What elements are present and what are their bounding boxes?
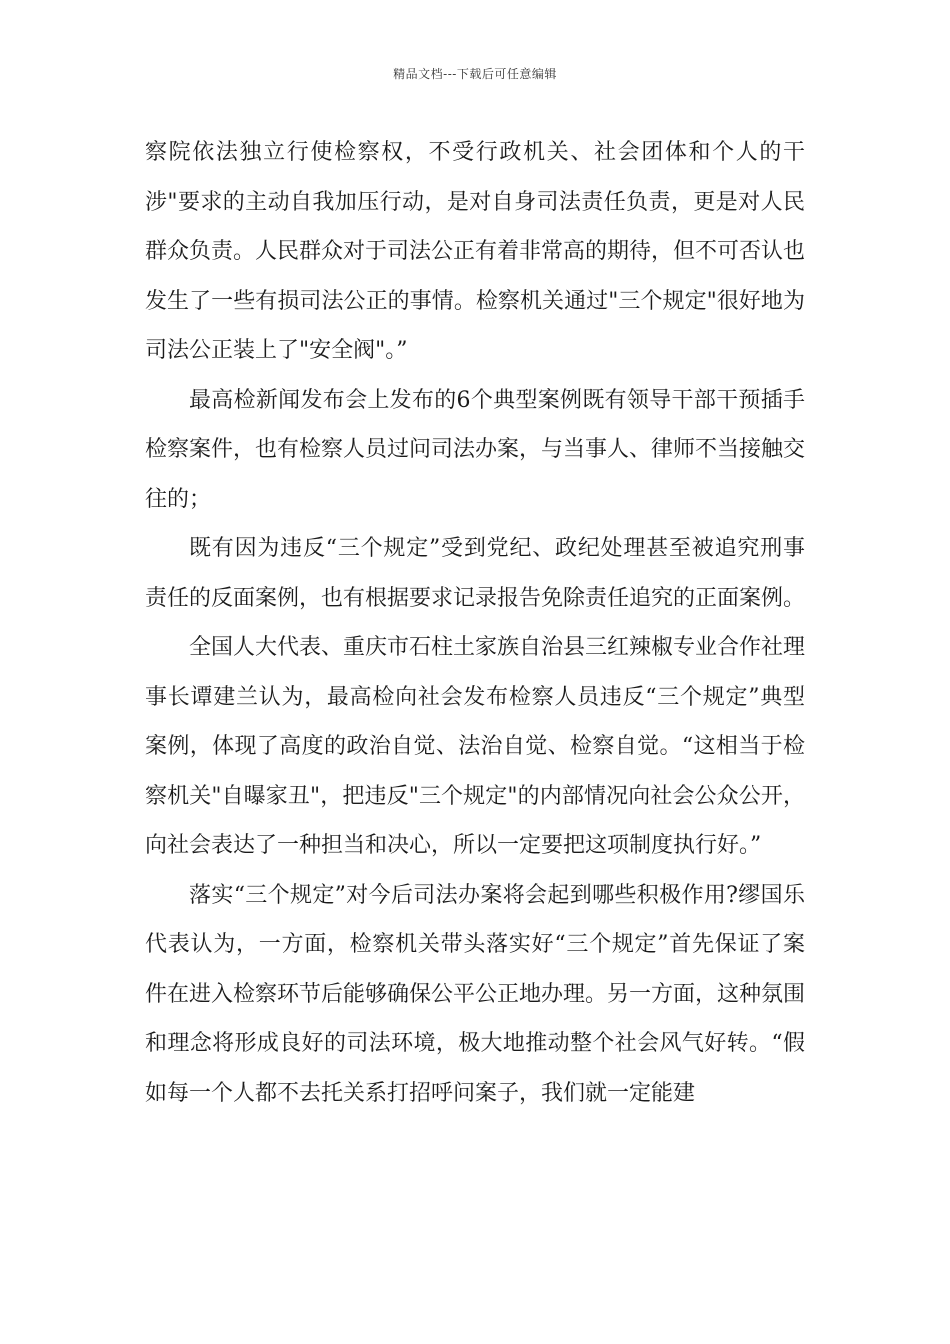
- document-body: [145, 128, 805, 1118]
- paragraph-2: 最高检新闻发布会上发布的6个典型案例既有领导干部干预插手检察案件，也有检察人员过问司法办案，与当事人、律师不当接触交往的；: [145, 387, 806, 512]
- paragraph-5: 落实“三个规定”对今后司法办案将会起到哪些积极作用?缪国乐代表认为，一方面，检察机关带头落实好“三个规定”首先保证了案件在进入检察环节后能够确保公平公正地办理。另一方面，这种氛围和理念将形成良好的司法环境，极大地推动整个社会风气好转。“假如每一个人都不去托关系打招呼问案子，我们就一定能建: [145, 882, 806, 1106]
- paragraph-3: 既有因为违反“三个规定”受到党纪、政纪处理甚至被追究刑事责任的反面案例，也有根据要求记录报告免除责任追究的正面案例。: [145, 536, 806, 611]
- page-header: 精品文档---下载后可任意编辑: [393, 67, 557, 81]
- paragraph-4: 全国人大代表、重庆市石柱土家族自治县三红辣椒专业合作社理事长谭建兰认为，最高检向社会发布检察人员违反“三个规定”典型案例，体现了高度的政治自觉、法治自觉、检察自觉。“这相当于检察机关"自曝家丑"，把违反"三个规定"的内部情况向社会公众公开，向社会表达了一种担当和决心，所以一定要把这项制度执行好。”: [145, 635, 806, 858]
- paragraph-1: 察院依法独立行使检察权，不受行政机关、社会团体和个人的干涉"要求的主动自我加压行动，是对自身司法责任负责，更是对人民群众负责。人民群众对于司法公正有着非常高的期待，但不可否认也发生了一些有损司法公正的事情。检察机关通过"三个规定"很好地为司法公正装上了"安全阀"。”: [145, 140, 806, 363]
